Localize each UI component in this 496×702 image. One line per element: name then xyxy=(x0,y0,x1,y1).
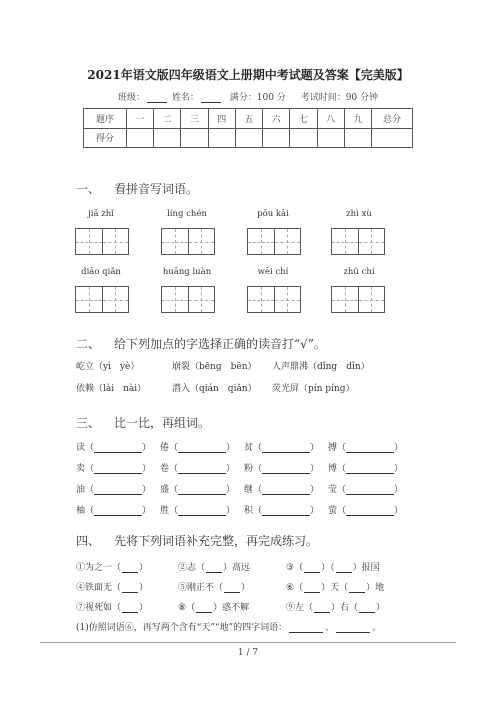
idiom-text: ）地 xyxy=(366,583,385,593)
word-item: 倦（ ） xyxy=(160,443,236,453)
word-char: 萤 xyxy=(328,506,338,516)
writing-grid[interactable] xyxy=(331,228,385,255)
answer-blank[interactable] xyxy=(196,603,212,613)
answer-blank[interactable] xyxy=(304,563,320,573)
idiom-text: ）右（ xyxy=(331,603,359,613)
question-1 xyxy=(76,620,381,633)
name-label: 姓名： xyxy=(171,93,199,103)
score-cell xyxy=(317,128,344,148)
score-row-label: 得分 xyxy=(84,128,127,148)
pinyin-label: zhì xù xyxy=(346,209,372,219)
score-cell xyxy=(372,128,413,148)
word-char: 卷 xyxy=(160,464,170,474)
score-header-cell: 六 xyxy=(263,109,290,129)
answer-blank[interactable] xyxy=(346,464,394,474)
section1-heading xyxy=(76,180,198,197)
word-item: 胜（ ） xyxy=(160,506,236,516)
section2-number: 二、 xyxy=(76,337,101,351)
separator: 、 xyxy=(325,623,335,633)
reading-choice[interactable]: 人声鼎沸（dǐng dǐn） xyxy=(272,362,370,372)
answer-blank[interactable] xyxy=(178,443,226,453)
word-item: 卖（ ） xyxy=(76,464,152,474)
idiom-text: ） xyxy=(376,603,386,613)
word-char: 油 xyxy=(76,485,86,495)
reading-choice[interactable]: 依赖（lài nài） xyxy=(76,384,147,394)
word-char: 搏 xyxy=(328,443,338,453)
period: 。 xyxy=(372,623,382,633)
section4-number: 四、 xyxy=(76,534,101,548)
writing-grid[interactable] xyxy=(161,286,215,313)
answer-blank[interactable] xyxy=(314,603,330,613)
score-cell xyxy=(154,128,181,148)
pinyin-label: pōu kāi xyxy=(257,209,289,219)
idiom-item xyxy=(178,600,249,613)
score-header-cell: 总分 xyxy=(372,109,413,129)
reading-choice[interactable]: 潜入（qián qiǎn） xyxy=(172,384,257,394)
word-char: 读 xyxy=(76,443,86,453)
idiom-text: ⑤刚正不（ xyxy=(178,583,224,593)
idiom-text: ②志（ xyxy=(178,563,206,573)
class-blank xyxy=(147,93,167,103)
score-header-cell: 三 xyxy=(181,109,208,129)
score-header-cell: 题序 xyxy=(84,109,127,129)
section3-heading xyxy=(76,414,210,431)
word-char: 积 xyxy=(244,506,254,516)
score-cell xyxy=(127,128,154,148)
answer-blank[interactable] xyxy=(262,464,310,474)
score-header-cell: 五 xyxy=(235,109,262,129)
pinyin-label: huāng luàn xyxy=(162,267,212,277)
word-char: 继 xyxy=(244,485,254,495)
reading-choice[interactable]: 荧光屏（pín píng） xyxy=(272,384,355,394)
time-label: 考试时间：90 分钟 xyxy=(300,93,379,103)
score-header-cell: 九 xyxy=(344,109,371,129)
section2-heading xyxy=(76,335,326,352)
answer-blank[interactable] xyxy=(304,583,320,593)
answer-blank[interactable] xyxy=(262,485,310,495)
section3-title: 比一比，再组词。 xyxy=(114,416,211,430)
answer-blank[interactable] xyxy=(346,485,394,495)
score-header-row xyxy=(84,109,413,129)
idiom-item xyxy=(286,600,385,613)
score-header-cell: 七 xyxy=(290,109,317,129)
writing-grid[interactable] xyxy=(331,286,385,313)
word-item: 莹（ ） xyxy=(328,485,404,495)
word-item: 萤（ ） xyxy=(328,506,404,516)
answer-blank[interactable] xyxy=(346,506,394,516)
section2-title: 给下列加点的字选择正确的读音打“√”。 xyxy=(114,337,326,351)
word-item: 搏（ ） xyxy=(328,443,404,453)
class-label: 班级： xyxy=(117,93,145,103)
word-item: 盛（ ） xyxy=(160,485,236,495)
word-item: 积（ ） xyxy=(244,506,320,516)
pinyin-label: diāo qiǎn xyxy=(81,267,121,277)
section1-number: 一、 xyxy=(76,182,101,196)
answer-blank[interactable] xyxy=(349,583,365,593)
writing-grid[interactable] xyxy=(247,228,301,255)
writing-grid[interactable] xyxy=(75,286,129,313)
score-cell xyxy=(208,128,235,148)
score-label: 满分：100 分 xyxy=(229,93,286,103)
idiom-text: ）报国 xyxy=(352,563,380,573)
score-header-cell: 四 xyxy=(208,109,235,129)
idiom-text: ）惑不解 xyxy=(213,603,250,613)
name-blank xyxy=(201,93,221,103)
word-item: 博（ ） xyxy=(328,464,404,474)
pinyin-label: zhǔ chí xyxy=(343,267,375,277)
idiom-text: ） xyxy=(139,583,149,593)
question-text: (1)仿照词语⑥，再写两个含有“天”“地”的四字词语： xyxy=(76,623,288,633)
word-item: 继（ ） xyxy=(244,485,320,495)
idiom-item xyxy=(178,580,250,593)
score-header-cell: 一 xyxy=(127,109,154,129)
reading-choice[interactable]: 崩裂（bēng bēn） xyxy=(172,362,257,372)
word-char: 贫 xyxy=(244,443,254,453)
answer-blank[interactable] xyxy=(262,506,310,516)
idiom-item xyxy=(178,560,250,573)
writing-grid[interactable] xyxy=(247,286,301,313)
word-item: 油（ ） xyxy=(76,485,152,495)
page-title: 2021年语文版四年级语文上册期中考试题及答案【完美版】 xyxy=(87,68,409,82)
word-char: 倦 xyxy=(160,443,170,453)
word-char: 博 xyxy=(328,464,338,474)
answer-blank[interactable] xyxy=(122,563,138,573)
word-char: 盛 xyxy=(160,485,170,495)
word-item: 贫（ ） xyxy=(244,443,320,453)
idiom-item xyxy=(286,560,380,573)
answer-blank[interactable] xyxy=(224,583,240,593)
score-header-cell: 八 xyxy=(317,109,344,129)
word-item: 读（ ） xyxy=(76,443,152,453)
word-item: 粉（ ） xyxy=(244,464,320,474)
idiom-text: ）（ xyxy=(321,563,335,573)
idiom-text: ⑥（ xyxy=(286,583,304,593)
answer-blank[interactable] xyxy=(178,464,226,474)
word-char: 卖 xyxy=(76,464,86,474)
idiom-text: ）天（ xyxy=(321,583,349,593)
pinyin-label: líng chén xyxy=(167,209,207,219)
score-cell xyxy=(344,128,371,148)
idiom-text: ④铁面无（ xyxy=(76,583,122,593)
idiom-text: ） xyxy=(139,563,149,573)
idiom-text: ⑧（ xyxy=(178,603,196,613)
word-item: 柚（ ） xyxy=(76,506,152,516)
idiom-text: ⑨左（ xyxy=(286,603,314,613)
answer-blank[interactable] xyxy=(359,603,375,613)
exam-info xyxy=(0,90,496,103)
answer-blank[interactable] xyxy=(94,464,142,474)
answer-blank[interactable] xyxy=(336,623,370,633)
answer-blank[interactable] xyxy=(336,563,352,573)
idiom-item xyxy=(76,600,148,613)
reading-choice[interactable]: 屹立（yì yè） xyxy=(76,362,140,372)
idiom-text: ⑦视死如（ xyxy=(76,603,122,613)
answer-blank[interactable] xyxy=(122,583,138,593)
idiom-text: ） xyxy=(241,583,251,593)
word-char: 柚 xyxy=(76,506,86,516)
writing-grid[interactable] xyxy=(75,228,129,255)
idiom-item xyxy=(286,580,384,593)
answer-blank[interactable] xyxy=(178,485,226,495)
footer-divider xyxy=(40,642,456,643)
answer-blank[interactable] xyxy=(94,485,142,495)
idiom-text: ）高远 xyxy=(223,563,251,573)
idiom-item xyxy=(76,560,148,573)
score-cell xyxy=(290,128,317,148)
word-char: 粉 xyxy=(244,464,254,474)
score-cell xyxy=(235,128,262,148)
word-char: 莹 xyxy=(328,485,338,495)
section1-title: 看拼音写词语。 xyxy=(114,182,199,196)
answer-blank[interactable] xyxy=(262,443,310,453)
score-table xyxy=(83,108,413,148)
word-char: 胜 xyxy=(160,506,170,516)
answer-blank[interactable] xyxy=(206,563,222,573)
score-cell xyxy=(263,128,290,148)
answer-blank[interactable] xyxy=(178,506,226,516)
idiom-text: ） xyxy=(139,603,149,613)
answer-blank[interactable] xyxy=(289,623,323,633)
idiom-text: ①为之一（ xyxy=(76,563,122,573)
score-value-row xyxy=(84,128,413,148)
answer-blank[interactable] xyxy=(346,443,394,453)
section4-heading xyxy=(76,532,318,549)
score-header-cell: 二 xyxy=(154,109,181,129)
pinyin-label: wēi chí xyxy=(257,267,289,277)
idiom-item xyxy=(76,580,148,593)
answer-blank[interactable] xyxy=(94,443,142,453)
score-cell xyxy=(181,128,208,148)
answer-blank[interactable] xyxy=(94,506,142,516)
word-item: 卷（ ） xyxy=(160,464,236,474)
answer-blank[interactable] xyxy=(122,603,138,613)
page-number: 1 / 7 xyxy=(237,648,259,658)
section3-number: 三、 xyxy=(76,416,101,430)
section4-title: 先将下列词语补充完整，再完成练习。 xyxy=(114,534,319,548)
idiom-text: ③（ xyxy=(286,563,304,573)
writing-grid[interactable] xyxy=(161,228,215,255)
pinyin-label: jiā zhǐ xyxy=(88,209,114,219)
